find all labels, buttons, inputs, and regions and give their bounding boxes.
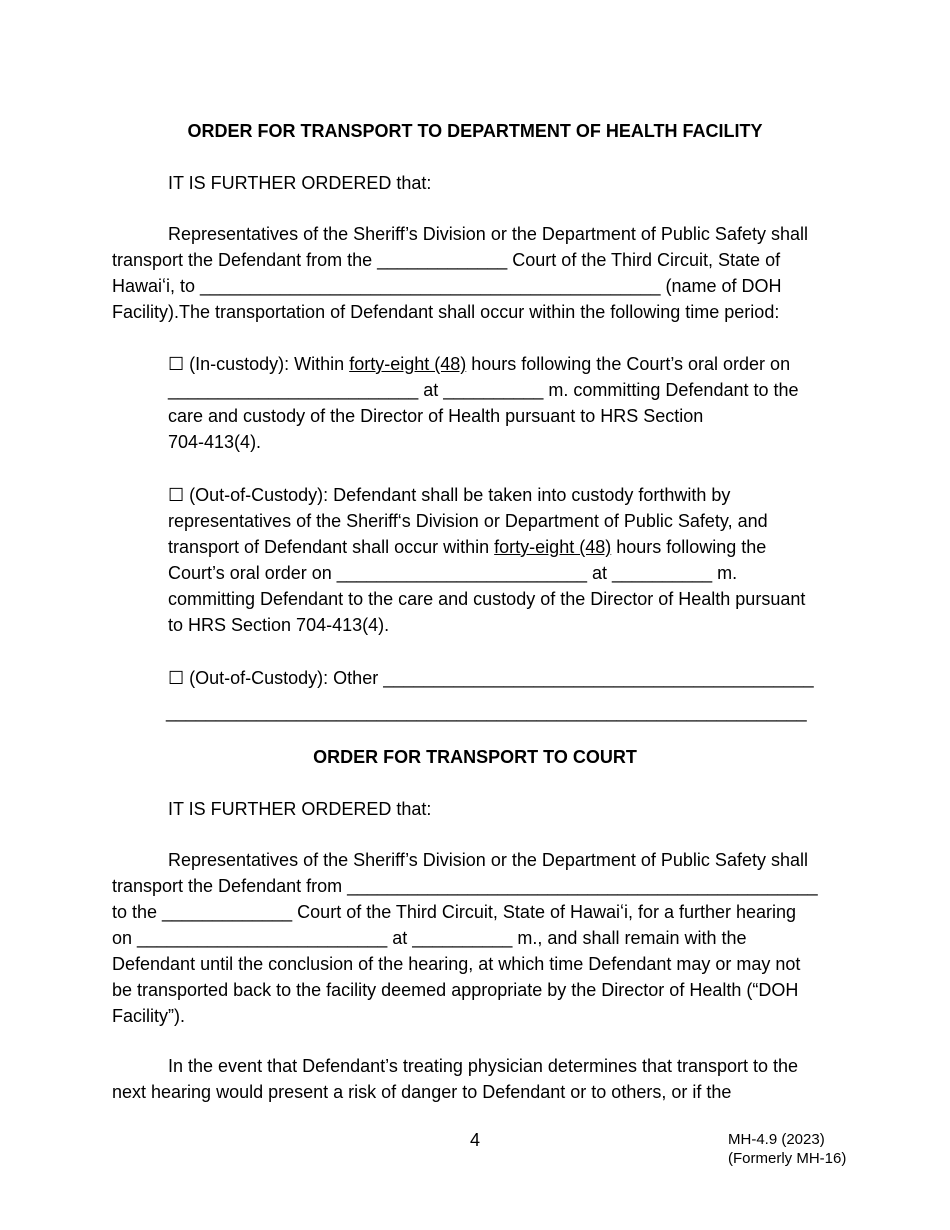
paragraph-line: Representatives of the Sheriff’s Division or the Department of Public Safety shall bbox=[168, 850, 808, 870]
paragraph-line: transport the Defendant from the _____________ Court of the Third Circuit, State of bbox=[112, 250, 781, 270]
option-text: transport of Defendant shall occur within bbox=[168, 537, 495, 557]
paragraph-line: Defendant until the conclusion of the hearing, at which time Defendant may or may not bbox=[112, 954, 801, 974]
underlined-timeframe: forty-eight (48) bbox=[349, 354, 467, 374]
underlined-timeframe: forty-eight (48) bbox=[494, 537, 612, 557]
option-line: representatives of the Sheriff‘s Division or Department of Public Safety, and bbox=[168, 511, 768, 531]
option-line: care and custody of the Director of Health pursuant to HRS Section bbox=[168, 406, 704, 426]
paragraph-line: Facility).The transportation of Defendant shall occur within the following time period: bbox=[112, 302, 780, 322]
option-other bbox=[168, 665, 814, 691]
paragraph-line: transport the Defendant from _______________________________________________ bbox=[112, 876, 818, 896]
option-in-custody bbox=[168, 351, 790, 377]
paragraph-line: on _________________________ at __________ m., and shall remain with the bbox=[112, 928, 747, 948]
option-text: (Out-of-Custody): Other ___________________________________________ bbox=[184, 668, 814, 688]
checkbox-other[interactable]: ☐ bbox=[168, 668, 185, 688]
form-id: MH-4.9 (2023) bbox=[728, 1131, 825, 1148]
option-line: committing Defendant to the care and custody of the Director of Health pursuant bbox=[168, 589, 806, 609]
option-line: 704-413(4). bbox=[168, 432, 262, 452]
section-title-doh-transport: ORDER FOR TRANSPORT TO DEPARTMENT OF HEALTH FACILITY bbox=[187, 121, 763, 141]
paragraph-line: Hawaiʻi, to ______________________________________________ (name of DOH bbox=[112, 276, 782, 296]
option-line bbox=[168, 534, 766, 560]
section-title-court-transport: ORDER FOR TRANSPORT TO COURT bbox=[313, 747, 637, 767]
checkbox-out-of-custody[interactable]: ☐ bbox=[168, 485, 185, 505]
paragraph-line: be transported back to the facility deemed appropriate by the Director of Health (“DOH bbox=[112, 980, 799, 1000]
checkbox-in-custody[interactable]: ☐ bbox=[168, 354, 185, 374]
page-number: 4 bbox=[469, 1130, 480, 1150]
form-formerly: (Formerly MH-16) bbox=[728, 1150, 847, 1167]
paragraph-line: next hearing would present a risk of danger to Defendant or to others, or if the bbox=[112, 1082, 732, 1102]
option-line: _________________________ at __________ m. committing Defendant to the bbox=[168, 380, 799, 400]
option-text: hours following the Court’s oral order on bbox=[466, 354, 791, 374]
option-text: (Out-of-Custody): Defendant shall be taken into custody forthwith by bbox=[184, 485, 731, 505]
option-line: ________________________________________________________________ bbox=[166, 702, 807, 722]
paragraph-line: In the event that Defendant’s treating physician determines that transport to the bbox=[168, 1056, 799, 1076]
option-text: (In-custody): Within bbox=[184, 354, 350, 374]
option-line: Court’s oral order on _________________________ at __________ m. bbox=[168, 563, 738, 583]
further-ordered-text: IT IS FURTHER ORDERED that: bbox=[168, 173, 432, 193]
option-text: hours following the bbox=[611, 537, 767, 557]
paragraph-line: Representatives of the Sheriff’s Division or the Department of Public Safety shall bbox=[168, 224, 808, 244]
option-line: to HRS Section 704-413(4). bbox=[168, 615, 390, 635]
option-out-of-custody bbox=[168, 482, 730, 508]
paragraph-line: to the _____________ Court of the Third Circuit, State of Hawaiʻi, for a further hearing bbox=[112, 902, 797, 922]
paragraph-line: Facility”). bbox=[112, 1006, 185, 1026]
further-ordered-text: IT IS FURTHER ORDERED that: bbox=[168, 799, 432, 819]
